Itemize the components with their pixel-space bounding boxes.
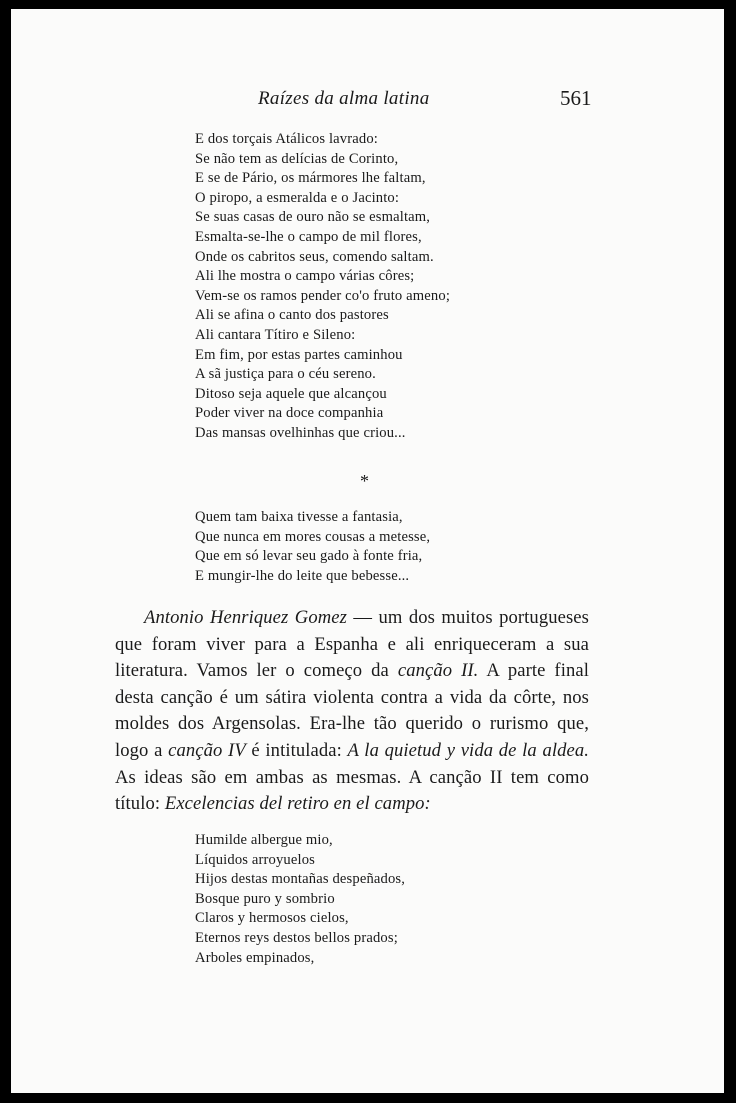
verse-line: Eternos reys destos bellos prados;	[195, 929, 398, 946]
verse-line: Poder viver na doce companhia	[195, 405, 384, 422]
paragraph-text: é intitulada:	[245, 739, 348, 761]
verse-line: Ali cantara Títiro e Sileno:	[195, 326, 356, 343]
verse-line: E mungir-lhe do leite que bebesse...	[195, 567, 410, 584]
verse-line: O piropo, a esmeralda e o Jacinto:	[195, 189, 400, 206]
verse-line: Hijos destas montañas despeñados,	[195, 871, 406, 888]
book-page	[11, 9, 724, 1093]
verse-line: Claros y hermosos cielos,	[195, 910, 349, 927]
paragraph-text: — um dos muitos portugueses que foram viver para a Espanha e ali enriqueceram a sua literatura. Vamos ler o começo da	[115, 607, 589, 682]
verse-block-2	[195, 508, 430, 586]
verse-line: E dos torçais Atálicos lavrado:	[195, 131, 378, 147]
paragraph-text: A parte final desta canção é um sátira violenta contra a vida da côrte, nos moldes dos Argensolas. Era-lhe tão querido o rurismo que, logo a	[115, 660, 590, 761]
verse-line: Ditoso seja aquele que alcançou	[195, 385, 387, 402]
paragraph-text: As ideas são em ambas as mesmas. A canção II tem como título:	[115, 766, 589, 815]
song-title: A la quietud y vida de la aldea.	[347, 739, 590, 761]
verse-line: Esmalta-se-lhe o campo de mil flores,	[195, 228, 422, 245]
verse-line: Vem-se os ramos pender co'o fruto ameno;	[195, 287, 451, 304]
author-name: Antonio Henriquez Gomez	[144, 607, 347, 628]
verse-line: Onde os cabritos seus, comendo saltam.	[195, 248, 434, 265]
song-title: Excelencias del retiro en el campo:	[164, 793, 431, 815]
verse-line: Que nunca em mores cousas a metesse,	[195, 528, 431, 545]
verse-line: Arboles empinados,	[195, 949, 315, 966]
verse-block-1	[195, 130, 450, 444]
prose-paragraph	[115, 605, 589, 818]
page-number: 561	[560, 86, 592, 110]
verse-line: Líquidos arroyuelos	[195, 851, 315, 868]
verse-line: Se suas casas de ouro não se esmaltam,	[195, 209, 431, 226]
paragraph	[115, 605, 589, 818]
verse-line: Que em só levar seu gado à fonte fria,	[195, 548, 423, 565]
verse-line: Ali se afina o canto dos pastores	[195, 307, 389, 324]
verse-line: Das mansas ovelhinhas que criou...	[195, 424, 406, 441]
verse-line: A sã justiça para o céu sereno.	[195, 366, 376, 383]
verse-line: Bosque puro y sombrio	[195, 890, 335, 907]
verse-line: Em fim, por estas partes caminhou	[195, 346, 403, 363]
verse-block-3	[195, 831, 405, 968]
verse-line: Quem tam baixa tivesse a fantasia,	[195, 509, 403, 525]
song-reference: canção IV	[168, 739, 246, 761]
verse-line: E se de Pário, os mármores lhe faltam,	[195, 170, 426, 187]
page-header	[11, 88, 724, 118]
verse-line: Se não tem as delícias de Corinto,	[195, 150, 399, 167]
song-reference: canção II.	[397, 660, 479, 682]
verse-line: Humilde albergue mio,	[195, 832, 333, 848]
verse-line: Ali lhe mostra o campo várias côres;	[195, 268, 415, 285]
asterisk-separator: *	[360, 471, 369, 491]
running-title: Raízes da alma latina	[258, 88, 430, 109]
